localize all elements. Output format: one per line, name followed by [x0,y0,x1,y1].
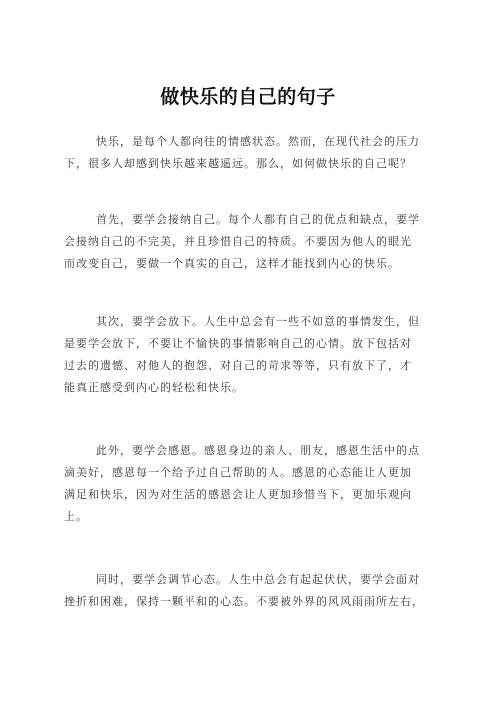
paragraph-let-go [64,311,444,399]
paragraph-accept-self [64,209,444,275]
paragraph-gratitude [64,440,444,528]
page-title: 做快乐的自己的句子 [160,86,336,108]
paragraph-line: 其次，要学会放下。人生中总会有一些不如意的事情发生，但 [96,315,420,328]
paragraph-line: 会接纳自己的不完美，并且珍惜自己的特质。不要因为他人的眼光 [64,235,412,248]
paragraph-mindset [64,569,444,613]
paragraph-line: 同时，要学会调节心态。人生中总会有起起伏伏，要学会面对 [96,573,420,586]
paragraph-line: 此外，要学会感恩。感恩身边的亲人、朋友，感恩生活中的点 [96,444,420,457]
paragraph-intro [64,131,444,175]
paragraph-line: 挫折和困难，保持一颗平和的心态。不要被外界的风风雨雨所左右， [64,595,424,608]
paragraph-line: 过去的遗憾、对他人的抱怨、对自己的苛求等等，只有放下了，才 [64,359,412,372]
paragraph-line: 下，很多人却感到快乐越来越遥远。那么，如何做快乐的自己呢？ [64,157,412,170]
paragraph-line: 满足和快乐，因为对生活的感恩会让人更加珍惜当下，更加乐观向 [64,488,412,501]
paragraph-line: 滴美好，感恩每一个给予过自己帮助的人。感恩的心态能让人更加 [64,466,412,479]
paragraph-line: 能真正感受到内心的轻松和快乐。 [64,381,244,394]
paragraph-line: 快乐，是每个人都向往的情感状态。然而，在现代社会的压力 [96,135,420,148]
paragraph-line: 而改变自己，要做一个真实的自己，这样才能找到内心的快乐。 [64,257,400,270]
paragraph-line: 首先，要学会接纳自己。每个人都有自己的优点和缺点，要学 [96,213,420,226]
paragraph-line: 是要学会放下，不要让不愉快的事情影响自己的心情。放下包括对 [64,337,412,350]
paragraph-line: 上。 [64,510,88,523]
